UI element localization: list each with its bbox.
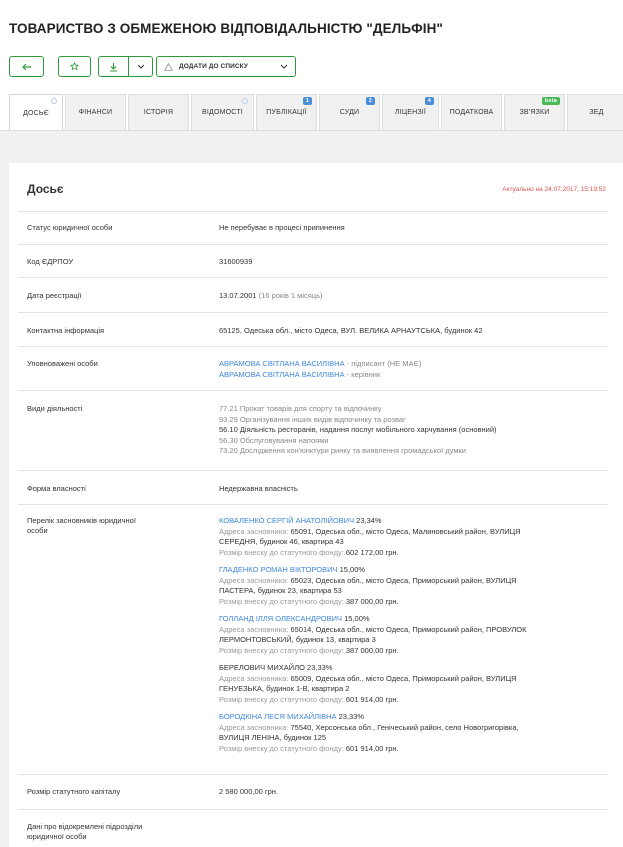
founder-address: 75540, Херсонська обл., Генічеський район, село Новогригорівка, [290, 722, 519, 732]
branches-label-line: юридичної особи [27, 832, 87, 841]
ownership-value: Недержавна власність [219, 484, 298, 493]
authorized-label: Уповноважені особи [27, 359, 98, 368]
founder-link[interactable]: БОРОДКІНА ЛЕСЯ МИХАЙЛІВНА [219, 712, 337, 721]
contribution-prefix: Розмір внеску до статутного фонду: [219, 645, 346, 655]
person-role: - керівник [344, 369, 381, 379]
founder-share: 23,34% [354, 516, 382, 525]
capital-value: 2 580 000,00 грн. [219, 787, 279, 796]
dossier-title: Досьє [27, 182, 64, 196]
founder-contribution: 387 000,00 грн. [345, 645, 399, 655]
founders-list [219, 516, 599, 761]
founder-link[interactable]: ГЛАДЕНКО РОМАН ВІКТОРОВИЧ [219, 565, 338, 574]
founder-contribution: 601 914,00 грн. [345, 743, 399, 753]
founder-address-line2: ГЕНУЕЗЬКА, будинок 1-В, квартира 2 [219, 684, 350, 693]
capital-label: Розмір статутного капіталу [27, 787, 121, 796]
updated-timestamp: Актуально на 24.07.2017, 15:19:52 [502, 186, 606, 193]
person-role: - підписант (НЕ МАЄ) [344, 359, 422, 368]
activity-item: 73.20 Дослідження кон'юнктури ринку та виявлення громадської думки [219, 446, 466, 455]
contact-row [18, 312, 608, 346]
tab-history[interactable] [128, 94, 189, 130]
registration-value [219, 291, 599, 302]
founder-address-line2: ЛЕРМОНТОВСЬКИЙ, будинок 13, квартира 3 [219, 635, 376, 644]
loading-icon [51, 98, 57, 104]
founder-name: БЕРЕЛОВИЧ МИХАЙЛО [219, 663, 305, 672]
tab-courts[interactable] [319, 94, 380, 130]
founder-address-line2: ВУЛИЦЯ ЛЕНІНА, будинок 125 [219, 733, 327, 742]
tab-label: ВІДОМОСТІ [202, 109, 243, 116]
tab-records[interactable] [191, 94, 254, 130]
founder-item [219, 516, 599, 558]
star-icon [70, 62, 79, 71]
activity-item: 56.30 Обслуговування напоями [219, 435, 329, 445]
founder-item [219, 614, 599, 656]
tab-label: ЛІЦЕНЗІЇ [394, 109, 427, 116]
founder-address-line2: СЕРЕДНЯ, будинок 46, квартира 43 [219, 537, 344, 546]
founder-link[interactable]: КОВАЛЕНКО СЕРГІЙ АНАТОЛІЙОВИЧ [219, 516, 355, 525]
tab-bar [9, 94, 623, 130]
founders-label-line: Перелік засновників юридичної [27, 516, 136, 525]
founder-contribution: 387 000,00 грн. [345, 596, 399, 606]
tab-label: ПУБЛІКАЦІЇ [266, 109, 307, 116]
contact-label: Контактна інформація [27, 326, 105, 335]
capital-row [18, 774, 608, 809]
tab-tax[interactable] [441, 94, 502, 130]
dossier-card [9, 163, 623, 847]
founder-share: 23,33% [336, 712, 365, 721]
add-to-list-dropdown[interactable] [156, 56, 296, 77]
contact-value: 65125, Одеська обл., місто Одеса, ВУЛ. ВЕЛИКА АРНАУТСЬКА, будинок 42 [219, 326, 483, 335]
ownership-label: Форма власності [27, 484, 86, 493]
courts-count-badge: 2 [366, 97, 375, 105]
branches-label [27, 822, 177, 842]
download-button-group [98, 56, 153, 77]
authorized-person [219, 359, 599, 370]
founder-address: 65091, Одеська обл., місто Одеса, Малиновський район, ВУЛИЦЯ [290, 526, 521, 536]
address-prefix: Адреса засновника: [219, 526, 291, 536]
tab-label: ДОСЬЄ [23, 109, 49, 117]
tab-label: ПОДАТКОВА [449, 109, 494, 116]
edrpou-row [18, 244, 608, 277]
founder-contribution: 602 172,00 грн. [345, 547, 399, 557]
founders-label-line: особи [27, 526, 48, 535]
tab-label: СУДИ [339, 109, 360, 116]
beta-badge: beta [542, 97, 560, 105]
activities-label: Види діяльності [27, 404, 83, 413]
company-title: ТОВАРИСТВО З ОБМЕЖЕНОЮ ВІДПОВІДАЛЬНІСТЮ "ДЕЛЬФІН" [9, 21, 443, 36]
authorized-person [219, 370, 599, 381]
registration-row [18, 277, 608, 312]
tab-label: ІСТОРІЯ [143, 109, 174, 116]
registration-age: (16 років 1 місяць) [258, 291, 323, 300]
status-row [18, 211, 608, 244]
tab-licenses[interactable] [382, 94, 439, 130]
activity-item: 93.29 Організування інших видів відпочинку та розваг [219, 414, 406, 424]
chevron-down-icon [280, 64, 288, 69]
founder-item [219, 663, 599, 705]
tab-dossier[interactable] [9, 94, 63, 131]
branches-row [18, 809, 608, 847]
tab-publications[interactable] [256, 94, 317, 130]
founder-address: 65023, Одеська обл., місто Одеса, Приморський район, ВУЛИЦЯ [290, 575, 517, 585]
address-prefix: Адреса засновника: [219, 722, 291, 732]
person-link[interactable]: АВРАМОВА СВІТЛАНА ВАСИЛІВНА [219, 369, 345, 379]
tab-label: ЗВ'ЯЗКИ [519, 109, 550, 116]
founder-address-line2: ПАСТЕРА, будинок 23, квартира 53 [219, 586, 342, 595]
status-value: Не перебуває в процесі припинення [219, 223, 345, 232]
founders-row [18, 504, 608, 774]
status-label: Статус юридичної особи [27, 223, 113, 232]
download-button[interactable] [99, 57, 129, 76]
toolbar [9, 56, 623, 77]
contribution-prefix: Розмір внеску до статутного фонду: [219, 547, 346, 557]
authorized-list [219, 359, 599, 380]
founder-share: 15,00% [342, 614, 370, 623]
tab-foreign-trade[interactable] [567, 94, 623, 130]
registration-date: 13.07.2001 [219, 291, 257, 300]
registration-label: Дата реєстрації [27, 291, 82, 300]
activities-row [18, 390, 608, 470]
licenses-count-badge: 4 [425, 97, 434, 105]
founder-item [219, 565, 599, 607]
tab-relations[interactable] [504, 94, 565, 130]
founder-share: 15,00% [337, 565, 366, 574]
publications-count-badge: 1 [303, 97, 312, 105]
tab-label: ФІНАНСИ [78, 109, 113, 116]
activity-item: 77.21 Прокат товарів для спорту та відпочинку [219, 404, 382, 413]
edrpou-value: 31600939 [219, 257, 253, 266]
person-link[interactable]: АВРАМОВА СВІТЛАНА ВАСИЛІВНА [219, 359, 345, 368]
address-prefix: Адреса засновника: [219, 673, 291, 683]
warning-icon [164, 63, 173, 71]
address-prefix: Адреса засновника: [219, 624, 291, 634]
authorized-persons-row [18, 346, 608, 390]
back-button[interactable] [9, 56, 44, 77]
founders-label [27, 516, 177, 536]
contribution-prefix: Розмір внеску до статутного фонду: [219, 694, 346, 704]
edrpou-label: Код ЄДРПОУ [27, 257, 74, 266]
branches-label-line: Дані про відокремлені підрозділи [27, 822, 143, 831]
arrow-left-icon [22, 63, 32, 71]
founder-link[interactable]: ГОЛЛАНД ІЛЛЯ ОЛЕКСАНДРОВИЧ [219, 614, 343, 623]
ownership-row [18, 470, 608, 504]
download-options-button[interactable] [129, 57, 152, 76]
founder-address: 65014, Одеська обл., місто Одеса, Приморський район, ПРОВУЛОК [290, 624, 527, 634]
chevron-down-icon [137, 64, 145, 69]
founder-address: 65009, Одеська обл., місто Одеса, Приморський район, ВУЛИЦЯ [290, 673, 517, 683]
tab-finance[interactable] [65, 94, 126, 130]
add-to-list-label: ДОДАТИ ДО СПИСКУ [179, 63, 249, 70]
founder-item [219, 712, 599, 754]
contribution-prefix: Розмір внеску до статутного фонду: [219, 596, 346, 606]
founder-share: 23,33% [304, 663, 333, 672]
founder-contribution: 601 914,00 грн. [345, 694, 399, 704]
address-prefix: Адреса засновника: [219, 575, 291, 585]
loading-icon [242, 98, 248, 104]
download-icon [109, 62, 118, 72]
activity-item-primary: 56.10 Діяльність ресторанів, надання послуг мобільного харчування (основний) [219, 425, 497, 434]
activities-list [219, 404, 599, 457]
tab-label: ЗЕД [589, 109, 604, 116]
contribution-prefix: Розмір внеску до статутного фонду: [219, 743, 346, 753]
favorite-button[interactable] [58, 56, 91, 77]
